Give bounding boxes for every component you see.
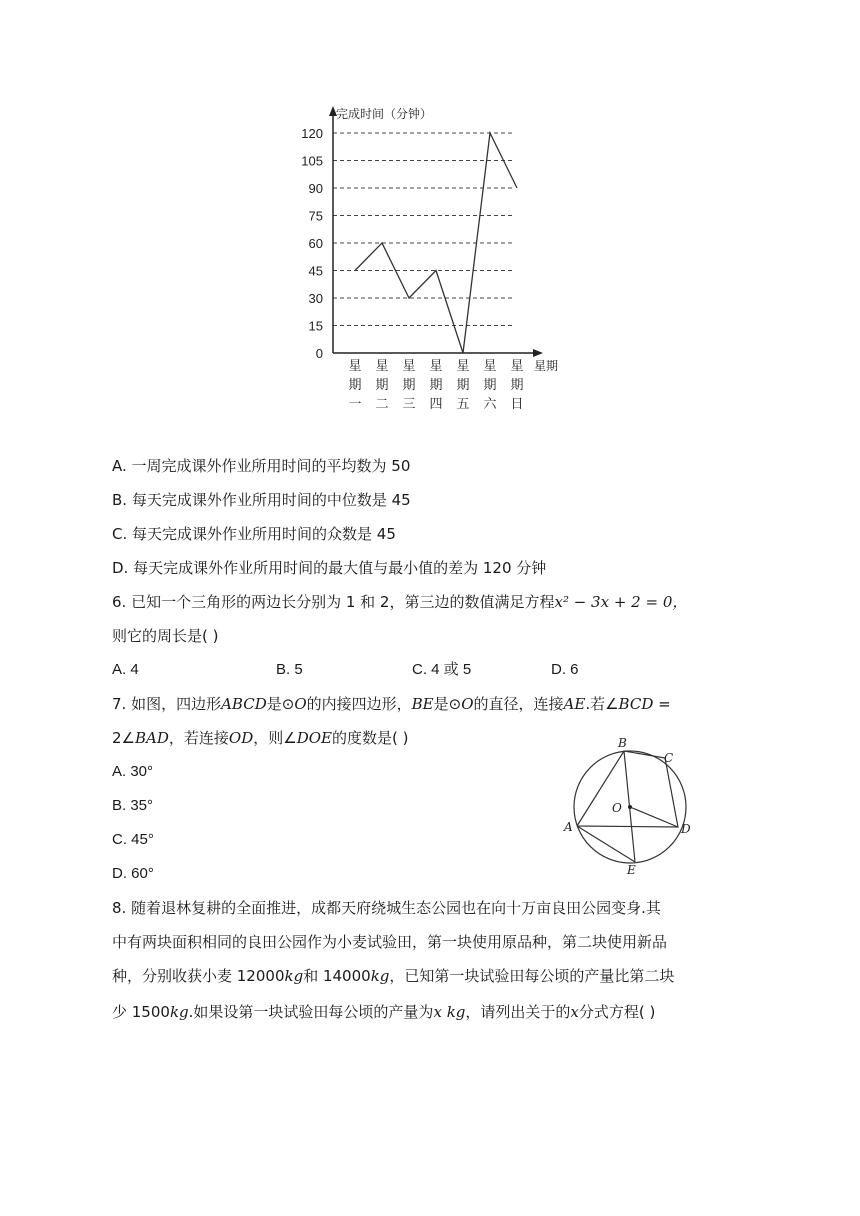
q7-text: 是⊙ bbox=[433, 695, 462, 713]
q8-line3 bbox=[112, 966, 674, 986]
q7-text: 是⊙ bbox=[266, 695, 295, 713]
q7-text: 的度数是( ) bbox=[331, 729, 409, 747]
y-tick-label: 105 bbox=[301, 153, 323, 169]
q8-text: 和 14000 bbox=[303, 967, 371, 985]
q6-stem-line1 bbox=[112, 592, 687, 612]
label-e: E bbox=[627, 863, 636, 874]
q8-unit: kg bbox=[169, 1003, 189, 1021]
segment-od bbox=[630, 807, 678, 827]
series-line bbox=[355, 133, 517, 353]
x-tick-label: 期 bbox=[348, 378, 362, 393]
q7-text: 的内接四边形， bbox=[306, 695, 412, 713]
q8-unit: kg bbox=[370, 967, 390, 985]
label-c: C bbox=[664, 751, 674, 765]
q8-line4 bbox=[112, 1002, 655, 1022]
chart-gridlines bbox=[333, 133, 515, 326]
chart-axes bbox=[329, 106, 543, 357]
y-tick-label: 45 bbox=[308, 263, 323, 279]
y-tick-label: 0 bbox=[315, 346, 323, 361]
q8-text: 少 1500 bbox=[112, 1003, 170, 1021]
x-tick-label: 期 bbox=[483, 378, 497, 393]
q7-option-c: C. 45° bbox=[112, 831, 154, 848]
x-tick-label: 五 bbox=[456, 397, 470, 412]
q8-text: ，请列出关于的 bbox=[465, 1003, 571, 1021]
label-d: D bbox=[681, 822, 691, 836]
q8-line1: 8. 随着退林复耕的全面推进，成都天府绕城生态公园也在向十万亩良田公园变身.其 bbox=[112, 899, 661, 917]
q7-math: O bbox=[461, 695, 474, 713]
q5-option-c: C. 每天完成课外作业所用时间的众数是 45 bbox=[112, 525, 396, 543]
q7-math: DOE bbox=[296, 729, 332, 747]
y-tick-labels bbox=[301, 126, 323, 361]
q7-math: BAD bbox=[135, 729, 169, 747]
q7-text: 7. 如图，四边形 bbox=[112, 695, 222, 713]
y-tick-label: 75 bbox=[308, 208, 323, 224]
x-tick-label: 星 bbox=[456, 359, 470, 374]
x-tick-label: 星 bbox=[429, 359, 443, 374]
q7-text: 2∠ bbox=[112, 729, 135, 747]
q8-variable: x bbox=[433, 1003, 442, 1021]
q8-variable: x bbox=[570, 1003, 579, 1021]
x-tick-label: 日 bbox=[510, 397, 524, 412]
q7-math: ABCD bbox=[221, 695, 267, 713]
x-tick-label: 一 bbox=[348, 397, 362, 412]
q6-stem-text: 6. 已知一个三角形的两边长分别为 1 和 2，第三边的数值满足方程 bbox=[112, 593, 555, 611]
segment-ae bbox=[577, 826, 635, 862]
x-tick-label: 期 bbox=[402, 378, 416, 393]
q8-text: ，已知第一块试验田每公顷的产量比第二块 bbox=[389, 967, 675, 985]
x-tick-label: 星 bbox=[483, 359, 497, 374]
q8-text: .如果设第一块试验田每公顷的产量为 bbox=[188, 1003, 434, 1021]
x-tick-label: 三 bbox=[402, 397, 416, 412]
q7-math: BCD bbox=[618, 695, 654, 713]
q7-text: ，若连接 bbox=[168, 729, 229, 747]
q6-option-d: D. 6 bbox=[551, 661, 579, 678]
q7-option-d: D. 60° bbox=[112, 865, 154, 882]
x-tick-label: 星 bbox=[348, 359, 362, 374]
y-tick-label: 15 bbox=[308, 318, 323, 334]
y-tick-label: 30 bbox=[308, 291, 323, 306]
y-tick-label: 60 bbox=[308, 236, 323, 251]
y-tick-label: 120 bbox=[301, 126, 323, 141]
q8-unit: kg bbox=[446, 1003, 466, 1021]
x-axis-label: 星期 bbox=[534, 359, 559, 373]
q7-math: OD bbox=[228, 729, 254, 747]
q7-math: AE bbox=[563, 695, 586, 713]
q5-option-d: D. 每天完成课外作业所用时间的最大值与最小值的差为 120 分钟 bbox=[112, 559, 547, 577]
x-tick-label: 星 bbox=[402, 359, 416, 374]
q6-stem-line2: 则它的周长是( ) bbox=[112, 627, 219, 645]
q7-text: 的直径，连接 bbox=[473, 695, 564, 713]
completion-time-line-chart bbox=[270, 98, 600, 418]
q7-text: .若∠ bbox=[585, 695, 619, 713]
x-tick-label: 六 bbox=[483, 397, 497, 412]
q7-option-a: A. 30° bbox=[112, 763, 154, 780]
x-tick-label: 星 bbox=[375, 359, 389, 374]
q5-option-b: B. 每天完成课外作业所用时间的中位数是 45 bbox=[112, 491, 411, 509]
q8-unit: kg bbox=[284, 967, 304, 985]
q7-math: O bbox=[294, 695, 307, 713]
center-point-o bbox=[628, 805, 632, 809]
x-tick-label: 四 bbox=[429, 397, 443, 412]
x-axis-arrow-icon bbox=[533, 349, 543, 357]
label-a: A bbox=[564, 820, 573, 834]
x-tick-label: 期 bbox=[375, 378, 389, 393]
y-axis-label: 完成时间（分钟） bbox=[336, 107, 433, 121]
q8-line2: 中有两块面积相同的良田公园作为小麦试验田，第一块使用原品种，第二块使用新品 bbox=[112, 933, 668, 951]
q7-stem-line1 bbox=[112, 694, 671, 714]
q6-equation: x² − 3x + 2 = 0， bbox=[554, 593, 688, 611]
q5-option-a: A. 一周完成课外作业所用时间的平均数为 50 bbox=[112, 457, 411, 475]
q6-option-a: A. 4 bbox=[112, 661, 139, 678]
x-tick-labels bbox=[348, 359, 523, 412]
x-tick-label: 期 bbox=[510, 378, 524, 393]
x-tick-label: 星 bbox=[510, 359, 524, 374]
q7-text: ，则∠ bbox=[253, 729, 297, 747]
q6-option-b: B. 5 bbox=[276, 661, 303, 678]
label-b: B bbox=[618, 736, 627, 750]
y-tick-label: 90 bbox=[308, 181, 323, 196]
x-tick-label: 二 bbox=[375, 397, 389, 412]
q7-text: = bbox=[653, 695, 671, 713]
q7-option-b: B. 35° bbox=[112, 797, 154, 814]
q7-math: BE bbox=[411, 695, 434, 713]
label-o: O bbox=[612, 801, 622, 815]
inscribed-quadrilateral-figure bbox=[560, 734, 702, 874]
q8-text: 种，分别收获小麦 12000 bbox=[112, 967, 285, 985]
q6-option-c: C. 4 或 5 bbox=[412, 661, 472, 678]
x-tick-label: 期 bbox=[456, 378, 470, 393]
q8-text: 分式方程( ) bbox=[578, 1003, 656, 1021]
x-tick-label: 期 bbox=[429, 378, 443, 393]
q7-stem-line2 bbox=[112, 728, 408, 748]
